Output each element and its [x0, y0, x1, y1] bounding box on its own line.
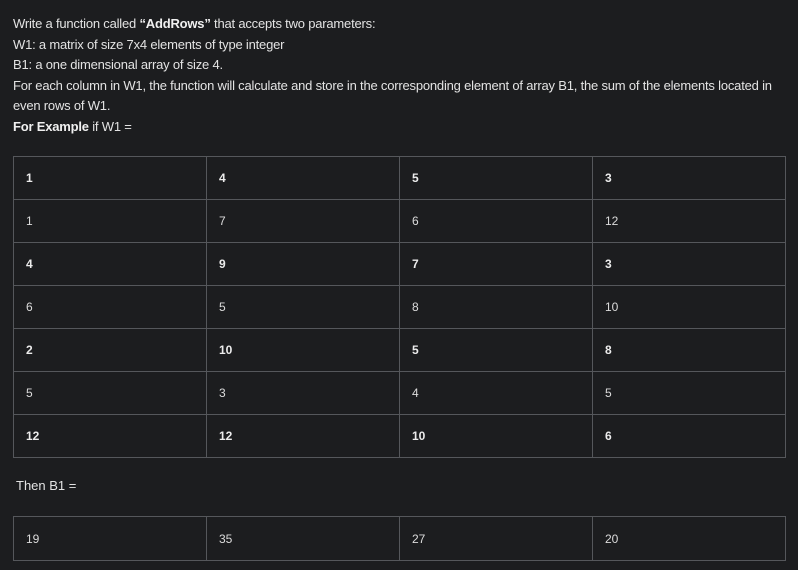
- example-label: For Example: [13, 118, 89, 134]
- w1-cell: 10: [207, 329, 400, 372]
- w1-cell: 1: [14, 200, 207, 243]
- w1-row: [14, 200, 786, 243]
- b1-cell: 19: [14, 517, 207, 561]
- w1-row: [14, 372, 786, 415]
- intro-suffix: that accepts two parameters:: [210, 16, 376, 31]
- w1-cell: 12: [14, 415, 207, 458]
- w1-row: [14, 329, 786, 372]
- w1-row: [14, 286, 786, 329]
- w1-cell: 8: [400, 286, 593, 329]
- b1-cell: 20: [593, 517, 786, 561]
- w1-matrix-body: [14, 157, 786, 458]
- w1-cell: 3: [207, 372, 400, 415]
- b1-array-table: [13, 516, 786, 561]
- w1-cell: 1: [14, 157, 207, 200]
- b1-cell: 35: [207, 517, 400, 561]
- w1-cell: 10: [400, 415, 593, 458]
- w1-cell: 9: [207, 243, 400, 286]
- w1-cell: 6: [593, 415, 786, 458]
- w1-cell: 4: [400, 372, 593, 415]
- w1-cell: 3: [593, 157, 786, 200]
- w1-row: [14, 243, 786, 286]
- result-label: Then B1 =: [16, 478, 77, 493]
- w1-cell: 8: [593, 329, 786, 372]
- w1-row: [14, 415, 786, 458]
- w1-cell: 7: [207, 200, 400, 243]
- w1-cell: 6: [14, 286, 207, 329]
- w1-cell: 7: [400, 243, 593, 286]
- w1-row: [14, 157, 786, 200]
- w1-cell: 5: [593, 372, 786, 415]
- w1-cell: 3: [593, 243, 786, 286]
- function-name: “AddRows”: [139, 16, 211, 31]
- w1-cell: 5: [14, 372, 207, 415]
- w1-cell: 4: [14, 243, 207, 286]
- question-intro: [13, 14, 783, 35]
- w1-cell: 5: [207, 286, 400, 329]
- w1-matrix-table: [13, 156, 786, 458]
- intro-prefix: Write a function called: [13, 16, 140, 31]
- task-description: For each column in W1, the function will calculate and store in the corresponding element of array B1, the sum of the elements located in even rows of W1.: [13, 77, 772, 113]
- param-w1: W1: a matrix of size 7x4 elements of type integer: [13, 36, 285, 52]
- b1-row: [14, 517, 786, 561]
- question-text: [13, 14, 783, 137]
- w1-cell: 10: [593, 286, 786, 329]
- w1-cell: 12: [207, 415, 400, 458]
- w1-cell: 6: [400, 200, 593, 243]
- w1-cell: 12: [593, 200, 786, 243]
- param-b1: B1: a one dimensional array of size 4.: [13, 57, 223, 72]
- b1-cell: 27: [400, 517, 593, 561]
- w1-cell: 5: [400, 157, 593, 200]
- w1-cell: 4: [207, 157, 400, 200]
- w1-cell: 5: [400, 329, 593, 372]
- example-suffix: if W1 =: [88, 118, 132, 134]
- example-line: [13, 117, 783, 138]
- w1-cell: 2: [14, 329, 207, 372]
